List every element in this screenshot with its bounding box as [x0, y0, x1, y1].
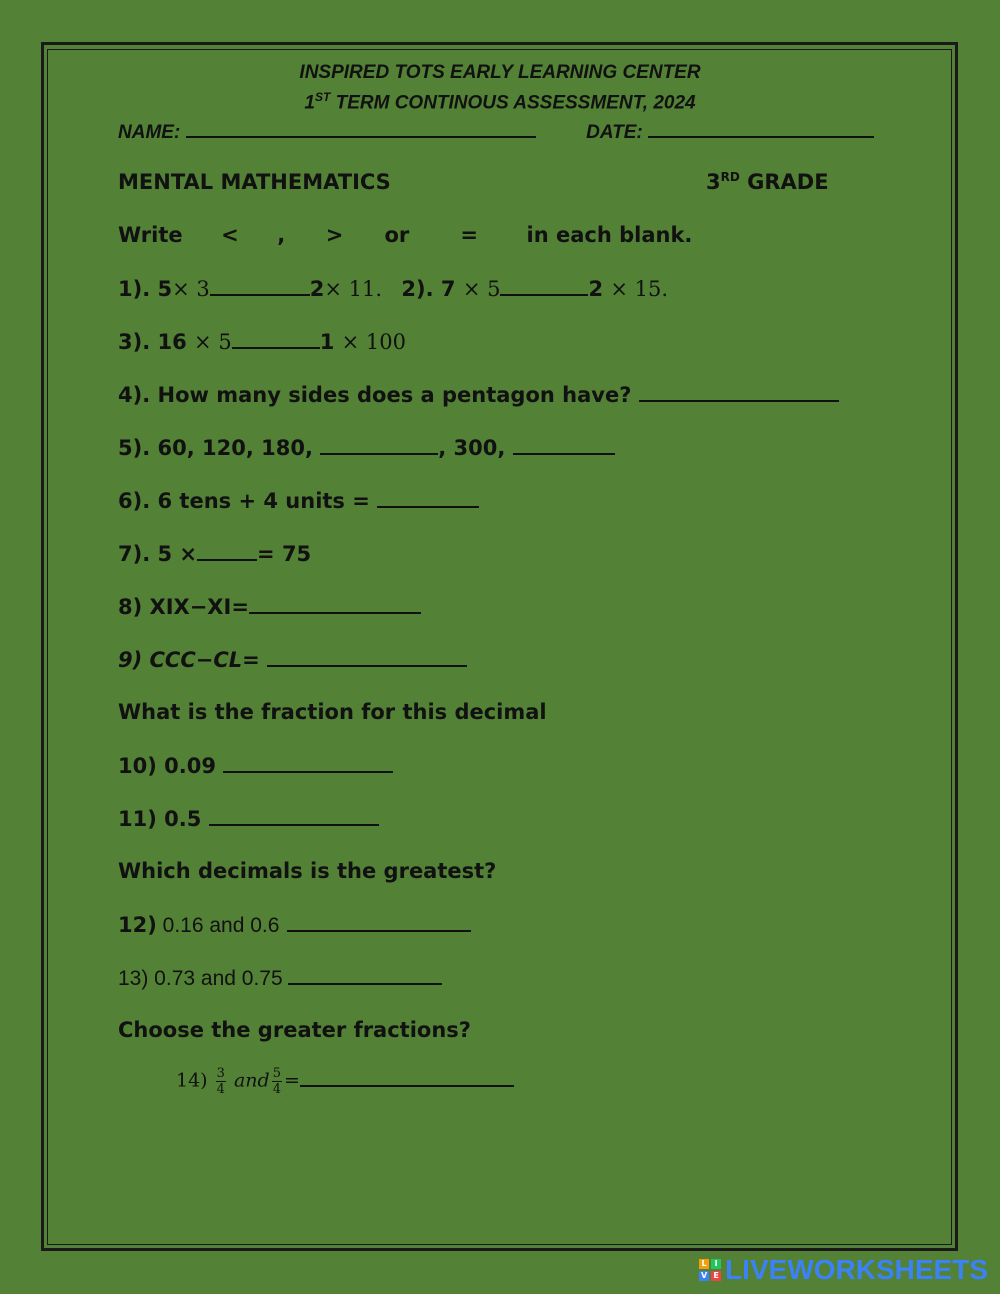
- logo-icon: L I V E: [699, 1259, 721, 1281]
- question-6: 6). 6 tens + 4 units =: [118, 488, 479, 513]
- assessment-title: 1ST TERM CONTINOUS ASSESSMENT, 2024: [304, 90, 696, 114]
- question-1-2: 1). 5× 3 2× 11. 2). 7 × 5 2 × 15.: [118, 277, 669, 301]
- q1-blank[interactable]: [210, 276, 310, 296]
- fraction-a: $\frac{3}{4}$: [216, 1066, 225, 1097]
- section-greatest-heading: Which decimals is the greatest?: [118, 859, 497, 883]
- name-blank[interactable]: [186, 118, 536, 138]
- question-3: 3). 16 × 5 1 × 100: [118, 330, 406, 354]
- name-label: NAME:: [118, 122, 181, 143]
- q11-blank[interactable]: [209, 806, 379, 826]
- subject-title: MENTAL MATHEMATICS: [118, 170, 391, 194]
- question-8: 8) XIX−XI=: [118, 594, 421, 619]
- question-11: 11) 0.5: [118, 806, 379, 831]
- liveworksheets-logo[interactable]: [699, 1252, 988, 1288]
- fraction-b: $\frac{5}{4}$: [272, 1066, 281, 1097]
- q5-blank-a[interactable]: [320, 435, 438, 455]
- question-4: 4). How many sides does a pentagon have?: [118, 382, 839, 407]
- date-label: DATE:: [586, 122, 643, 143]
- q10-blank[interactable]: [223, 753, 393, 773]
- question-5: 5). 60, 120, 180, , 300,: [118, 435, 615, 460]
- section-fraction-heading: What is the fraction for this decimal: [118, 700, 547, 724]
- section-fractions-heading: Choose the greater fractions?: [118, 1018, 471, 1042]
- grade-label: 3RD GRADE: [706, 170, 829, 194]
- name-date-row: [118, 118, 874, 144]
- q13-blank[interactable]: [288, 965, 442, 985]
- q2-blank[interactable]: [500, 276, 588, 296]
- question-9: 9) CCC−CL=: [118, 647, 467, 672]
- q3-blank[interactable]: [232, 329, 320, 349]
- instruction: Write < , > or = in each blank.: [118, 223, 693, 247]
- question-10: 10) 0.09: [118, 753, 393, 778]
- q9-blank[interactable]: [267, 647, 467, 667]
- question-7: 7). 5 × = 75: [118, 542, 312, 566]
- question-14: 14) $\frac{3}{4}$ and $\frac{5}{4}$ =: [176, 1066, 514, 1097]
- question-13: 13) 0.73 and 0.75: [118, 965, 442, 991]
- q7-blank[interactable]: [197, 541, 257, 561]
- q6-blank[interactable]: [377, 488, 479, 508]
- q5-blank-b[interactable]: [513, 435, 615, 455]
- q14-blank[interactable]: [300, 1067, 514, 1087]
- question-12: 12) 0.16 and 0.6: [118, 912, 471, 938]
- date-blank[interactable]: [648, 118, 874, 138]
- school-name: INSPIRED TOTS EARLY LEARNING CENTER: [299, 62, 701, 83]
- q12-blank[interactable]: [287, 912, 471, 932]
- logo-text: LIVEWORKSHEETS: [725, 1254, 988, 1285]
- q8-blank[interactable]: [249, 594, 421, 614]
- q4-blank[interactable]: [639, 382, 839, 402]
